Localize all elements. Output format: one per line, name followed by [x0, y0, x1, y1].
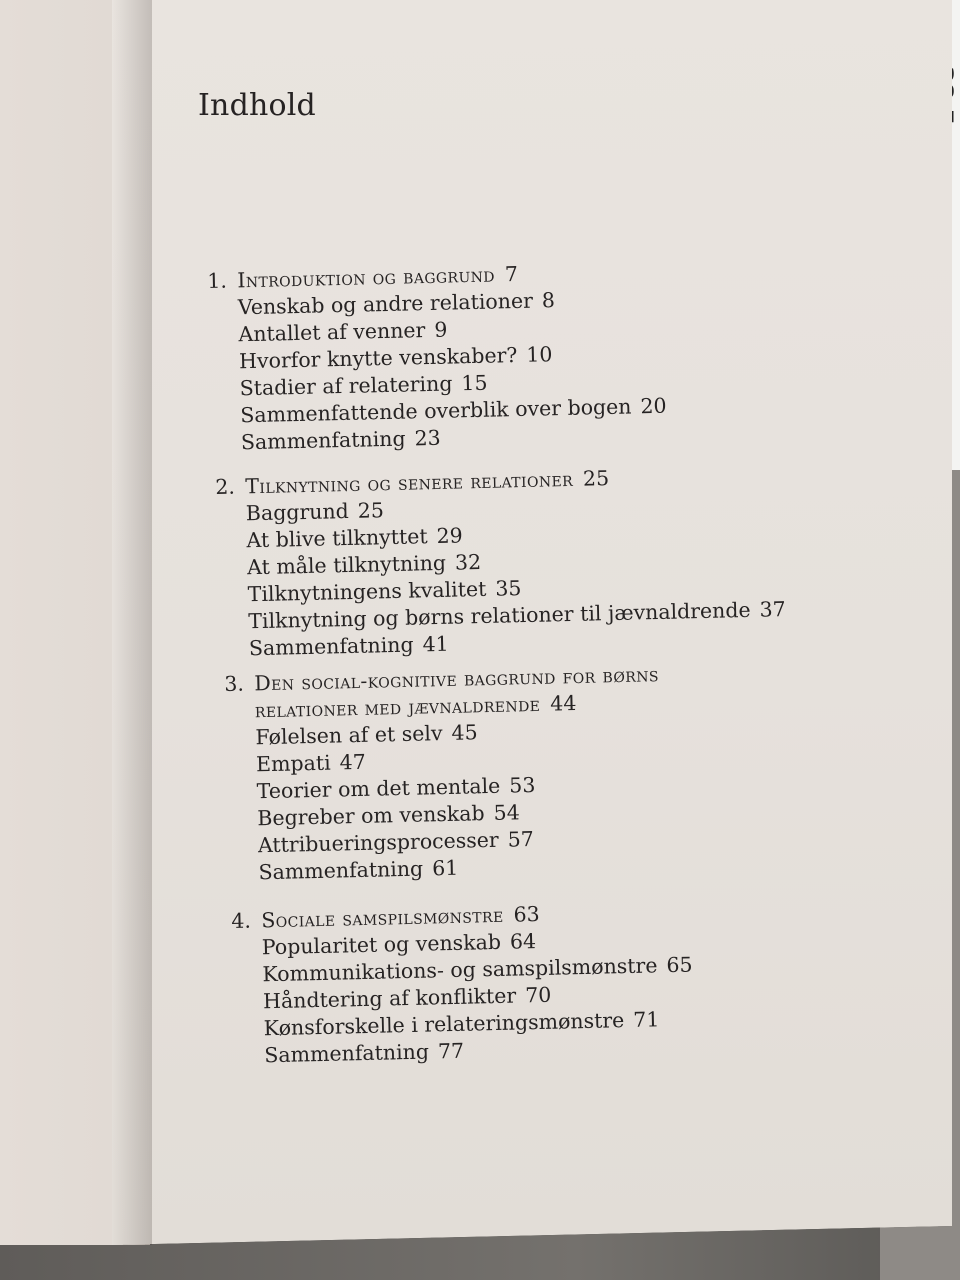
section-page: 64 [509, 929, 537, 954]
section-page: 54 [493, 800, 520, 825]
section-title: Attribueringsprocesser [257, 827, 499, 858]
chapter-title-line2: relationer med jævnaldrende [254, 691, 541, 723]
section-title: Empati [255, 750, 331, 777]
section-title: Venskab og andre relationer [237, 288, 534, 320]
section-page: 20 [640, 393, 667, 419]
section-title: At måle tilknytning [246, 550, 447, 580]
section-title: Sammenfatning [248, 632, 414, 661]
section-page: 77 [437, 1038, 465, 1064]
section-title: Hvorfor knytte venskaber? [238, 342, 518, 374]
section-page: 29 [436, 523, 463, 548]
section-page: 25 [357, 498, 385, 523]
section-title: Antallet af venner [238, 318, 426, 347]
section-page: 71 [632, 1007, 660, 1032]
chapter-page: 44 [550, 691, 577, 716]
section-title: Stadier af relatering [239, 371, 453, 401]
chapter-4 [231, 898, 695, 1070]
chapter-1 [207, 258, 667, 457]
chapter-number: 3. [224, 671, 245, 696]
section-page: 61 [431, 855, 459, 881]
section-page: 9 [434, 317, 448, 342]
section-title: Kønsforskelle i relateringsmønstre [263, 1008, 625, 1041]
section-title: Følelsen af et selv [255, 721, 443, 750]
section-page: 8 [541, 288, 556, 313]
section-page: 10 [526, 342, 553, 367]
section-title: At blive tilknyttet [246, 524, 428, 553]
section-page: 70 [524, 982, 552, 1008]
section-title: Håndtering af konflikter [262, 983, 517, 1014]
section-title: Tilknytning og børns relationer til jævnaldrende [248, 597, 751, 634]
page-title: Indhold [198, 88, 316, 124]
section-page: 45 [451, 720, 478, 745]
section-page: 41 [422, 631, 449, 657]
chapter-title-line1: Den social-kognitive baggrund for børns [254, 662, 660, 696]
section-page: 35 [495, 576, 522, 601]
chapter-3 [224, 661, 663, 887]
section-page: 47 [339, 749, 367, 775]
section-title: Kommunikations- og samspilsmønstre [262, 953, 658, 987]
section-title: Begreber om venskab [257, 801, 485, 831]
section-page: 32 [454, 549, 482, 575]
section-page: 15 [461, 370, 488, 396]
section-title: Popularitet og venskab [261, 929, 502, 960]
section-title: Teorier om det mentale [256, 773, 501, 804]
section-page: 37 [759, 597, 786, 622]
chapter-number: 1. [207, 268, 228, 293]
chapter-page: 25 [582, 466, 610, 491]
chapter-page: 63 [513, 902, 540, 927]
section-page: 57 [507, 827, 535, 852]
section-title: Sammenfatning [264, 1039, 430, 1068]
section-title: Tilknytningens kvalitet [247, 576, 487, 607]
chapter-title: Introduktion og baggrund [237, 262, 496, 293]
chapter-title: Sociale samspilsmønstre [261, 902, 504, 933]
section-title: Sammenfattende overblik over bogen [240, 394, 632, 428]
section-title: Sammenfatning [258, 856, 424, 885]
section-title: Sammenfatning [240, 426, 406, 455]
chapter-title: Tilknytning og senere relationer [245, 466, 574, 499]
section-page: 53 [508, 772, 536, 798]
chapter-number: 4. [231, 908, 252, 933]
chapter-number: 2. [215, 474, 236, 499]
section-page: 65 [666, 952, 693, 978]
chapter-2 [215, 461, 787, 663]
section-page: 23 [414, 425, 441, 451]
section-title: Baggrund [245, 498, 350, 526]
chapter-page: 7 [504, 261, 519, 287]
